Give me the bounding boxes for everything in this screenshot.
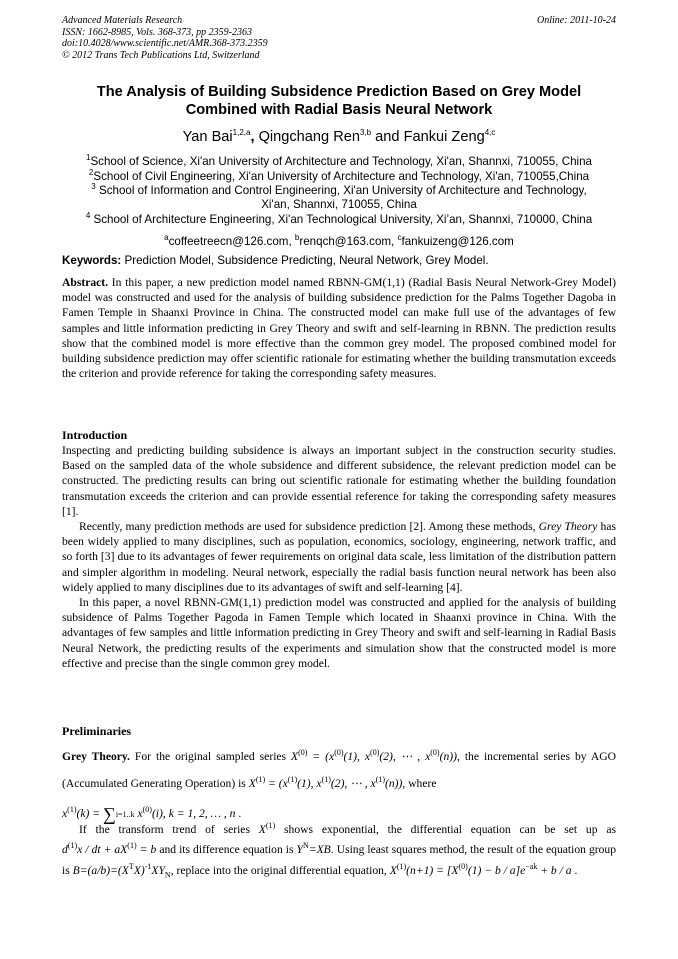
grey-text-5: . xyxy=(235,806,242,820)
affiliation-3 xyxy=(40,180,638,213)
email-sep-2: , xyxy=(391,234,398,248)
diff-text-a: If the transform trend of series xyxy=(79,822,259,836)
affiliation-2-marker: 2 xyxy=(88,168,94,177)
author-sep-1: , xyxy=(250,128,259,145)
author-sep-2: and xyxy=(371,128,404,145)
abstract xyxy=(62,275,616,381)
paper-title xyxy=(40,83,638,119)
journal-copyright: © 2012 Trans Tech Publications Ltd, Switzerland xyxy=(62,49,260,61)
email-b-marker: b xyxy=(294,233,300,242)
abstract-label: Abstract. xyxy=(62,276,109,289)
grey-theory-paragraph xyxy=(62,741,616,830)
email-a-marker: a xyxy=(164,233,169,242)
affiliation-2-text: School of Civil Engineering, Xi'an University of Architecture and Technology, Xi'an, 710055,China xyxy=(93,169,590,183)
series-x1: $X^{(1)}$ xyxy=(258,821,276,836)
title-line-2: Combined with Radial Basis Neural Network xyxy=(185,102,493,118)
affiliation-4-text: School of Architecture Engineering, Xi'an Technological University, Xi’an, Shannxi, 710000, China xyxy=(93,212,593,226)
keywords xyxy=(62,254,616,268)
ago-series-eq: $X^{(1)} = (x^{(1)}(1)$, $x^{(1)}(2)$, ⋯ , $x^{(1)}(n)$) xyxy=(248,774,403,790)
original-series-eq: $X^{(0)} = (x^{(0)}(1)$, $x^{(0)}(2)$, ⋯ , $x^{(0)}(n)$) xyxy=(291,748,457,763)
diff-text-c: and its difference equation is xyxy=(156,843,297,857)
author-2-affil: 3,b xyxy=(359,128,372,137)
grey-text-4: , xyxy=(162,806,169,820)
grey-text-3: , where xyxy=(402,776,437,790)
difference-eq: $Y^N=XB$ xyxy=(296,841,331,857)
differential-paragraph xyxy=(62,818,616,883)
email-list xyxy=(40,231,638,249)
preliminaries-heading: Preliminaries xyxy=(62,724,132,738)
least-squares-eq: $B=(a/b)=(X^TX)^{-1}XY_N$ xyxy=(72,861,171,879)
introduction-heading: Introduction xyxy=(62,428,128,442)
ago-sum-eq: $x^{(1)}(k) = \sum i=1..k$ $x^{(0)}(i)$ xyxy=(62,803,163,824)
diff-text-f: . xyxy=(571,863,578,877)
email-sep-1: , xyxy=(288,234,295,248)
affiliation-4-marker: 4 xyxy=(85,211,91,220)
author-3: Fankui Zeng xyxy=(403,128,485,145)
author-1: Yan Bai xyxy=(182,128,233,145)
diff-text-e: , replace into the original differential equation, xyxy=(170,863,390,877)
diff-text-d: . Using least squares method, the result of the equation group is xyxy=(62,843,616,877)
affiliation-4 xyxy=(40,209,638,227)
grey-theory-label: Grey Theory. xyxy=(62,749,130,763)
intro-paragraph-2 xyxy=(62,519,616,595)
k-range-eq: k = 1, 2, … , n xyxy=(168,806,236,820)
email-c: fankuizeng@126.com xyxy=(401,234,514,248)
journal-issn: ISSN: 1662-8985, Vols. 368-373, pp 2359-2363 xyxy=(62,26,252,38)
intro-paragraph-1: Inspecting and predicting building subsidence is always an important subject in the construction security studies. Based on the sampled data of the whole subsidence and different subsidence, the relevant prediction model can be constructed. The predicting results can bring out scientific rationale for estimating whether the building foundation transmutation exceeds the criterion and can provide essential reference for taking the corresponding safety measures [1]. xyxy=(62,444,616,518)
keywords-label: Keywords: xyxy=(62,254,122,267)
journal-header xyxy=(62,15,616,61)
author-1-affil: 1,2,a xyxy=(232,128,251,137)
intro-p2-text-b: has been widely applied to many disciplines, such as population, economics, sociology, engineering, network traffic, and so forth [3] due to its advantages of fewer requirements on original data scale, less limitation of the distribution pattern and simpler algorithm in modeling. Neural network, especially the radial basis function neural network has been also widely applied to many disciplines due to its advantages of swift and self-learning [4]. xyxy=(62,520,616,594)
author-3-affil: 4,c xyxy=(484,128,496,137)
keywords-text: Prediction Model, Subsidence Predicting, Neural Network, Grey Model. xyxy=(121,254,489,267)
differential-eq: $d^{(1)}x$ / dt + $aX^{(1)} = b$ xyxy=(62,841,157,857)
grey-text-1: For the original sampled series xyxy=(129,749,292,763)
author-list xyxy=(40,124,638,146)
grey-text-2: , the incremental series by AGO (Accumulated Generating Operation) is xyxy=(62,749,616,790)
title-line-1: The Analysis of Building Subsidence Prediction Based on Grey Model xyxy=(96,84,582,100)
diff-text-b: shows exponential, the differential equation can be set up as xyxy=(275,822,616,836)
abstract-text: In this paper, a new prediction model named RBNN-GM(1,1) (Radial Basis Neural Network-Grey Model) model was constructed and used for the analysis of building subsidence prediction for the Palms Together Dagoba in Famen Temple in Shaanxi Province in China. The constructed model can make full use of the advantages of few samples and little information predicting in Grey Theory and swift and self-learning in RBNN. The prediction results show that the combined model is more effective than the common grey model. The proposed combined model for building subsidence prediction may offer scientific rationale for estimating whether the building transmutation exceeds the criterion and provide reference for taking the corresponding safety measures. xyxy=(62,276,616,381)
email-b: renqch@163.com xyxy=(299,234,392,248)
introduction-body xyxy=(62,443,616,671)
affiliation-3-text: School of Information and Control Engineering, Xi'an University of Architecture and Technology, xyxy=(98,183,587,197)
intro-p2-emphasis: Grey Theory xyxy=(538,520,598,534)
author-2: Qingchang Ren xyxy=(258,128,360,145)
email-a: coffeetreecn@126.com xyxy=(168,234,289,248)
affiliation-3-marker: 3 xyxy=(91,182,96,191)
intro-p2-text-a: Recently, many prediction methods are used for subsidence prediction [2]. Among these methods, xyxy=(79,520,539,534)
journal-doi: doi:10.4028/www.scientific.net/AMR.368-373.2359 xyxy=(62,38,268,49)
affiliation-1-marker: 1 xyxy=(86,153,91,162)
online-date: Online: 2011-10-24 xyxy=(537,15,616,26)
journal-name: Advanced Materials Research xyxy=(62,15,183,26)
intro-paragraph-3: In this paper, a novel RBNN-GM(1,1) prediction model was constructed and applied for the analysis of building subsidence of Palms Together Pagoda in Famen Temple which located in Shaanxi province in China. With the advantages of few samples and little information predicting in Grey Theory and swift and self-learning in Radial Basis Neural Network, the predicting results of the experiments and simulation show that the constructed model is more effective and precise than the single common grey model. xyxy=(62,596,616,670)
affiliation-1-text: School of Science, Xi'an University of Architecture and Technology, Xi'an, Shannxi, 710055, China xyxy=(90,154,592,168)
solution-eq: $X^{(1)}(n+1) = [X^{(0)}(1) - b / a]e^{-ak} + b / a$ xyxy=(389,861,572,877)
affiliation-3-cont: Xi'an, Shannxi, 710055, China xyxy=(261,198,417,212)
email-c-marker: c xyxy=(397,233,402,242)
